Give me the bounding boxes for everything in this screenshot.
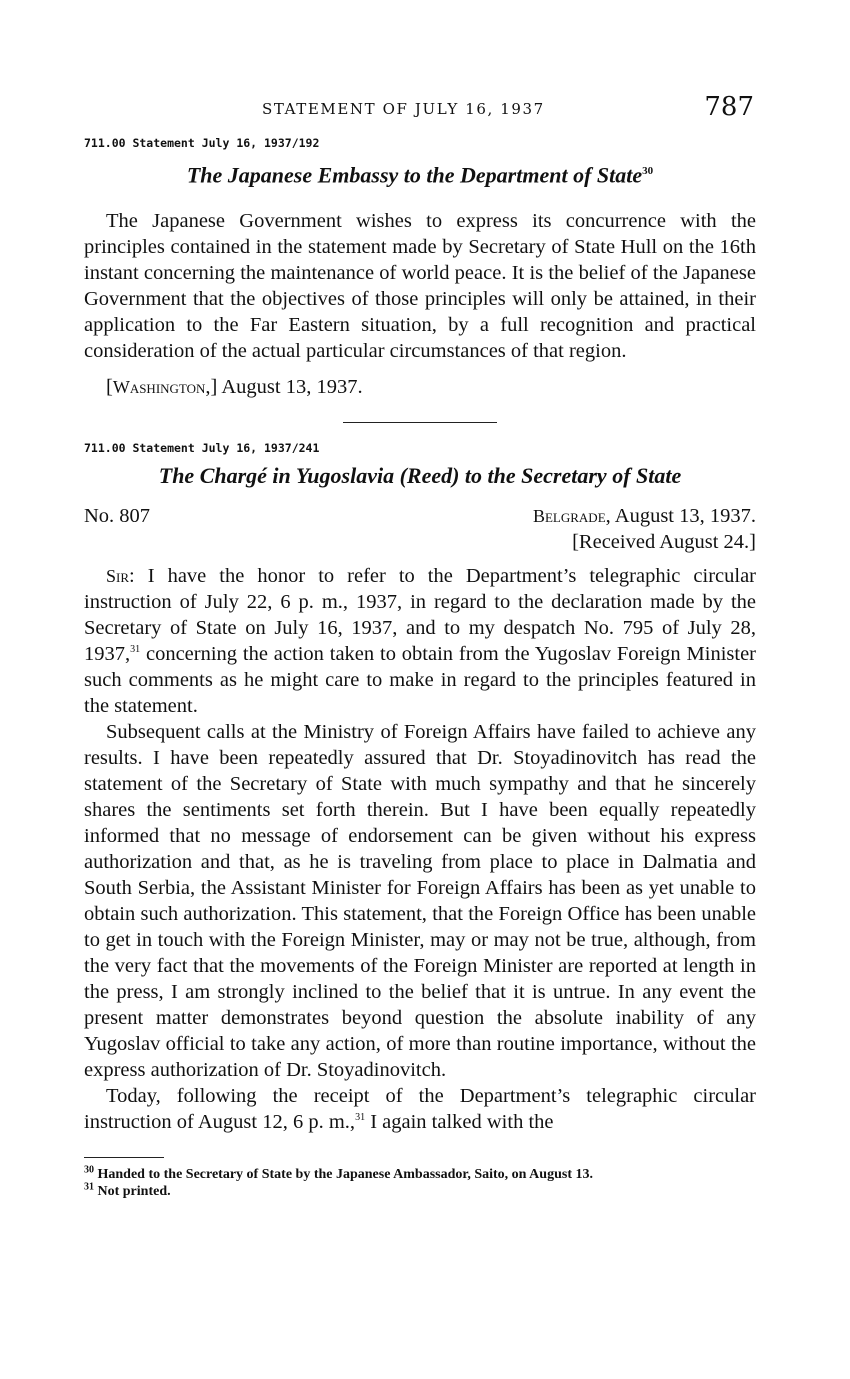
running-title: STATEMENT OF JULY 16, 1937 [262, 100, 545, 118]
body-paragraph [84, 563, 756, 719]
footnote [84, 1166, 756, 1183]
document-charge-yugoslavia [84, 441, 756, 1135]
page-number: 787 [704, 92, 754, 122]
despatch-place-date [533, 503, 756, 555]
dateline [106, 374, 756, 400]
footnote-ref: 31 [355, 1112, 366, 1124]
dateline-open: [ [106, 376, 113, 399]
dateline-date: , August 13, 1937. [605, 505, 756, 528]
footnote-ref: 31 [130, 644, 141, 656]
footnote-mark: 31 [84, 1181, 94, 1193]
running-head [84, 88, 756, 128]
file-reference: 711.00 Statement July 16, 1937/192 [84, 136, 320, 150]
footnote-mark: 30 [84, 1164, 94, 1176]
document-heading-text: The Japanese Embassy to the Department of State [186, 162, 643, 188]
dateline-date: ,] August 13, 1937. [205, 376, 363, 399]
body-paragraph [84, 1083, 756, 1135]
footnote-rule [84, 1157, 164, 1158]
dateline-place: Washington [112, 377, 206, 398]
document-heading [84, 156, 756, 190]
paragraph-text: I again talked with the [365, 1111, 554, 1134]
paragraph-text: : I have the honor to refer to the Department’s telegraphic circular instruction of July 22, 6 p. m., 1937, in regard to the declaration made by the Secretary of State on July 16, 1937, and to my despatch No. 795 of July 28, 1937, [84, 565, 756, 666]
dateline-place: Belgrade [532, 506, 606, 527]
footnotes [84, 1166, 756, 1200]
body-paragraph: Subsequent calls at the Ministry of Foreign Affairs have failed to achieve any results. I have been repeatedly assured that Dr. Stoyadinovitch has read the statement of the Secretary of State with much sympathy and that he sincerely shares the sentiments set forth therein. But I have been equally repeatedly informed that no message of endorsement can be given without his express authorization and that, as he is traveling from place to place in Dalmatia and South Serbia, the Assistant Minister for Foreign Affairs has been as yet unable to obtain such authorization. This statement, that the Foreign Office has been unable to get in touch with the Foreign Minister, may or may not be true, although, from the very fact that the movements of the Foreign Minister are reported at length in the press, I am strongly inclined to the belief that it is untrue. In any event the present matter demonstrates beyond question the absolute inability of any Yugoslav official to take any action, of more than routine importance, without the express authorization of Dr. Stoyadinovitch. [84, 721, 756, 1082]
file-reference: 711.00 Statement July 16, 1937/241 [84, 441, 320, 456]
despatch-meta [84, 503, 756, 555]
paragraph-text: concerning the action taken to obtain from the Yugoslav Foreign Minister such comments as he might care to make in regard to the principles featured in the statement. [84, 643, 756, 718]
despatch-number: No. 807 [84, 505, 151, 528]
document-heading: The Chargé in Yugoslavia (Reed) to the Secretary of State [158, 463, 682, 489]
document-page [84, 88, 756, 1200]
document-japanese-embassy [84, 136, 756, 400]
salutation: Sir [106, 566, 130, 587]
paragraph-text: Today, following the receipt of the Department’s telegraphic circular instruction of August 12, 6 p. m., [84, 1085, 756, 1134]
footnote-ref: 30 [642, 165, 654, 177]
footnote-text: Not printed. [97, 1184, 171, 1200]
footnote-text: Handed to the Secretary of State by the Japanese Ambassador, Saito, on August 13. [97, 1167, 593, 1183]
body-paragraph: The Japanese Government wishes to express its concurrence with the principles contained in the statement made by Secretary of State Hull on the 16th instant concerning the maintenance of world peace. It is the belief of the Japanese Government that the objectives of those principles will only be attained, in their application to the Far Eastern situation, by a full recognition and practical consideration of the actual particular circumstances of that region. [84, 210, 756, 363]
place-date-line [533, 503, 756, 529]
received-date: [Received August 24.] [572, 531, 756, 554]
section-divider [343, 422, 497, 423]
footnote [84, 1183, 756, 1200]
